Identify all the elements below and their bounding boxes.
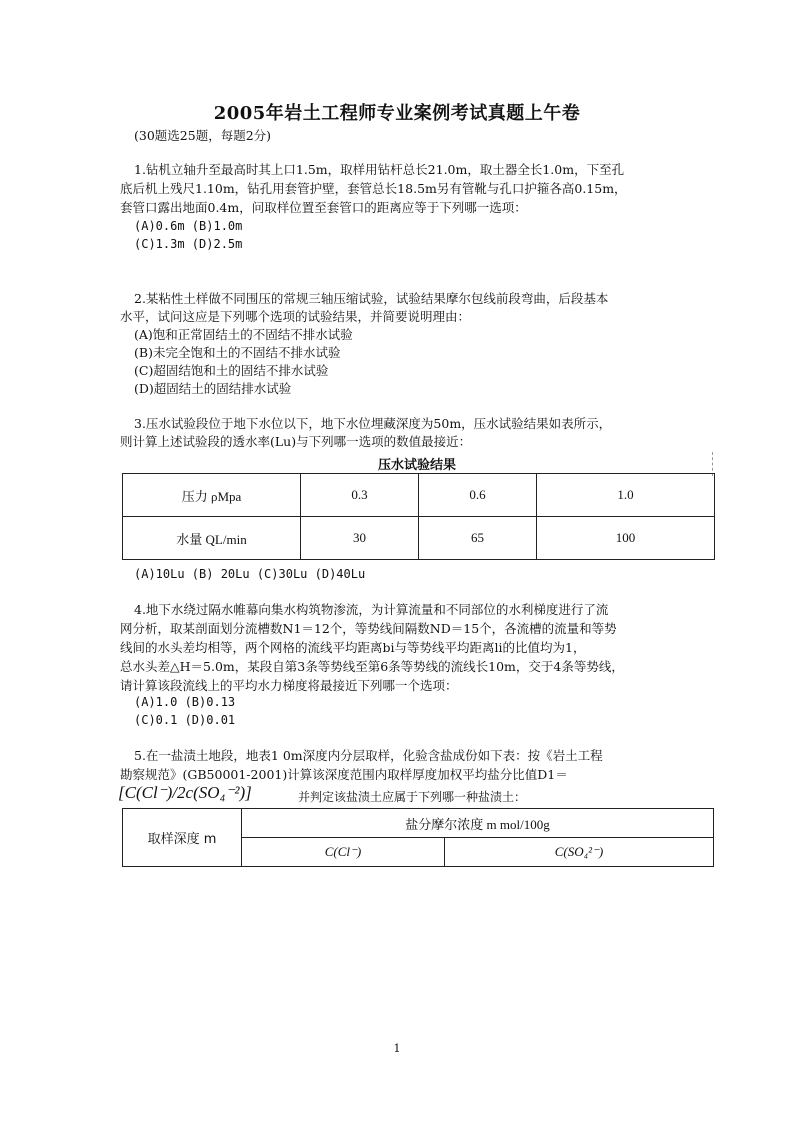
- q3-line-1: 3.压水试验段位于地下水位以下，地下水位埋藏深度为50m，压水试验结果如表所示，: [134, 416, 612, 431]
- row1-label-text: 压力 ρMpa: [181, 488, 242, 504]
- q2-line-2: 水平，试问这应是下列哪个选项的试验结果，并简要说明理由：: [120, 309, 471, 324]
- q5-line-1: 5.在一盐渍土地段，地表1 0m深度内分层取样，化验含盐成份如下表：按《岩土工程: [134, 748, 603, 763]
- exam-note: (30题选25题，每题2分): [134, 128, 272, 143]
- table-cell: 0.3: [301, 474, 419, 517]
- q1-options-1: (A)0.6m (B)1.0m: [134, 219, 243, 233]
- sulfate-header: C(SO₄²⁻): [445, 838, 714, 867]
- q5-line-2: 勘察规范》(GB50001-2001)计算该深度范围内取样厚度加权平均盐分比值D1＝: [120, 767, 568, 782]
- concentration-header: [242, 809, 714, 838]
- q2-option-d: (D)超固结土的固结排水试验: [134, 381, 292, 396]
- q4-line-1: 4.地下水绕过隔水帷幕向集水构筑物渗流，为计算流量和不同部位的水利梯度进行了流: [134, 602, 609, 617]
- salt-content-table: [122, 808, 714, 867]
- table-row: [123, 517, 715, 560]
- q4-options-2: (C)0.1 (D)0.01: [134, 713, 236, 727]
- q3-options: (A)10Lu (B) 20Lu (C)30Lu (D)40Lu: [134, 567, 366, 581]
- q1-line-3: 套管口露出地面0.4m，问取样位置至套管口的距离应等于下列哪一选项：: [120, 200, 527, 215]
- table-row: [123, 809, 714, 838]
- pressure-test-table: [122, 473, 715, 560]
- page-number: 1: [393, 1042, 401, 1055]
- row2-label-text: 水量 QL/min: [176, 531, 247, 547]
- table-cell: 0.6: [419, 474, 537, 517]
- q4-line-3: 线间的水头差均相等，两个网格的流线平均距离bi与等势线平均距离li的比值均为1，: [120, 640, 586, 655]
- row2-label: [123, 517, 301, 560]
- q2-option-c: (C)超固结饱和土的固结不排水试验: [134, 363, 329, 378]
- q5-line-3: 并判定该盐渍土应属于下列哪一种盐渍土：: [298, 790, 527, 804]
- table-cell: 65: [419, 517, 537, 560]
- q1-line-2: 底后机上残尺1.10m，钻孔用套管护壁，套管总长18.5m另有管靴与孔口护箍各高0.15m，: [120, 181, 627, 196]
- depth-header: 取样深度 m: [123, 809, 242, 867]
- q2-option-a: (A)饱和正常固结土的不固结不排水试验: [134, 327, 353, 342]
- page-title: 2005年岩土工程师专业案例考试真题上午卷: [213, 103, 581, 124]
- table-row: [123, 474, 715, 517]
- q4-line-5: 请计算该段流线上的平均水力梯度将最接近下列哪一个选项：: [120, 678, 458, 693]
- table-cell: 100: [537, 517, 715, 560]
- q4-line-2: 网分析，取某剖面划分流槽数N1＝12个，等势线间隔数ND＝15个，各流槽的流量和等势: [120, 621, 617, 636]
- table-cell: 30: [301, 517, 419, 560]
- q2-option-b: (B)未完全饱和土的不固结不排水试验: [134, 345, 341, 360]
- q3-table-caption: 压水试验结果: [378, 458, 457, 473]
- q1-line-1: 1.钻机立轴升至最高时其上口1.5m，取样用钻杆总长21.0m，取土器全长1.0m，下至孔: [134, 162, 625, 177]
- row1-label: [123, 474, 301, 517]
- salt-ratio-formula: [C(Cl⁻)/2c(SO₄⁻²)]: [118, 783, 252, 802]
- q4-line-4: 总水头差△H＝5.0m，某段自第3条等势线至第6条等势线的流线长10m，交于4条等势线，: [120, 659, 624, 674]
- q4-options-1: (A)1.0 (B)0.13: [134, 695, 236, 709]
- chloride-header: C(Cl⁻): [242, 838, 445, 867]
- table-cell: 1.0: [537, 474, 715, 517]
- concentration-header-text: 盐分摩尔浓度 m mol/100g: [405, 816, 550, 832]
- q3-line-2: 则计算上述试验段的透水率(Lu)与下列哪一选项的数值最接近：: [120, 434, 472, 449]
- q1-options-2: (C)1.3m (D)2.5m: [134, 237, 243, 251]
- q2-line-1: 2.某粘性土样做不同围压的常规三轴压缩试验，试验结果摩尔包线前段弯曲，后段基本: [134, 291, 609, 306]
